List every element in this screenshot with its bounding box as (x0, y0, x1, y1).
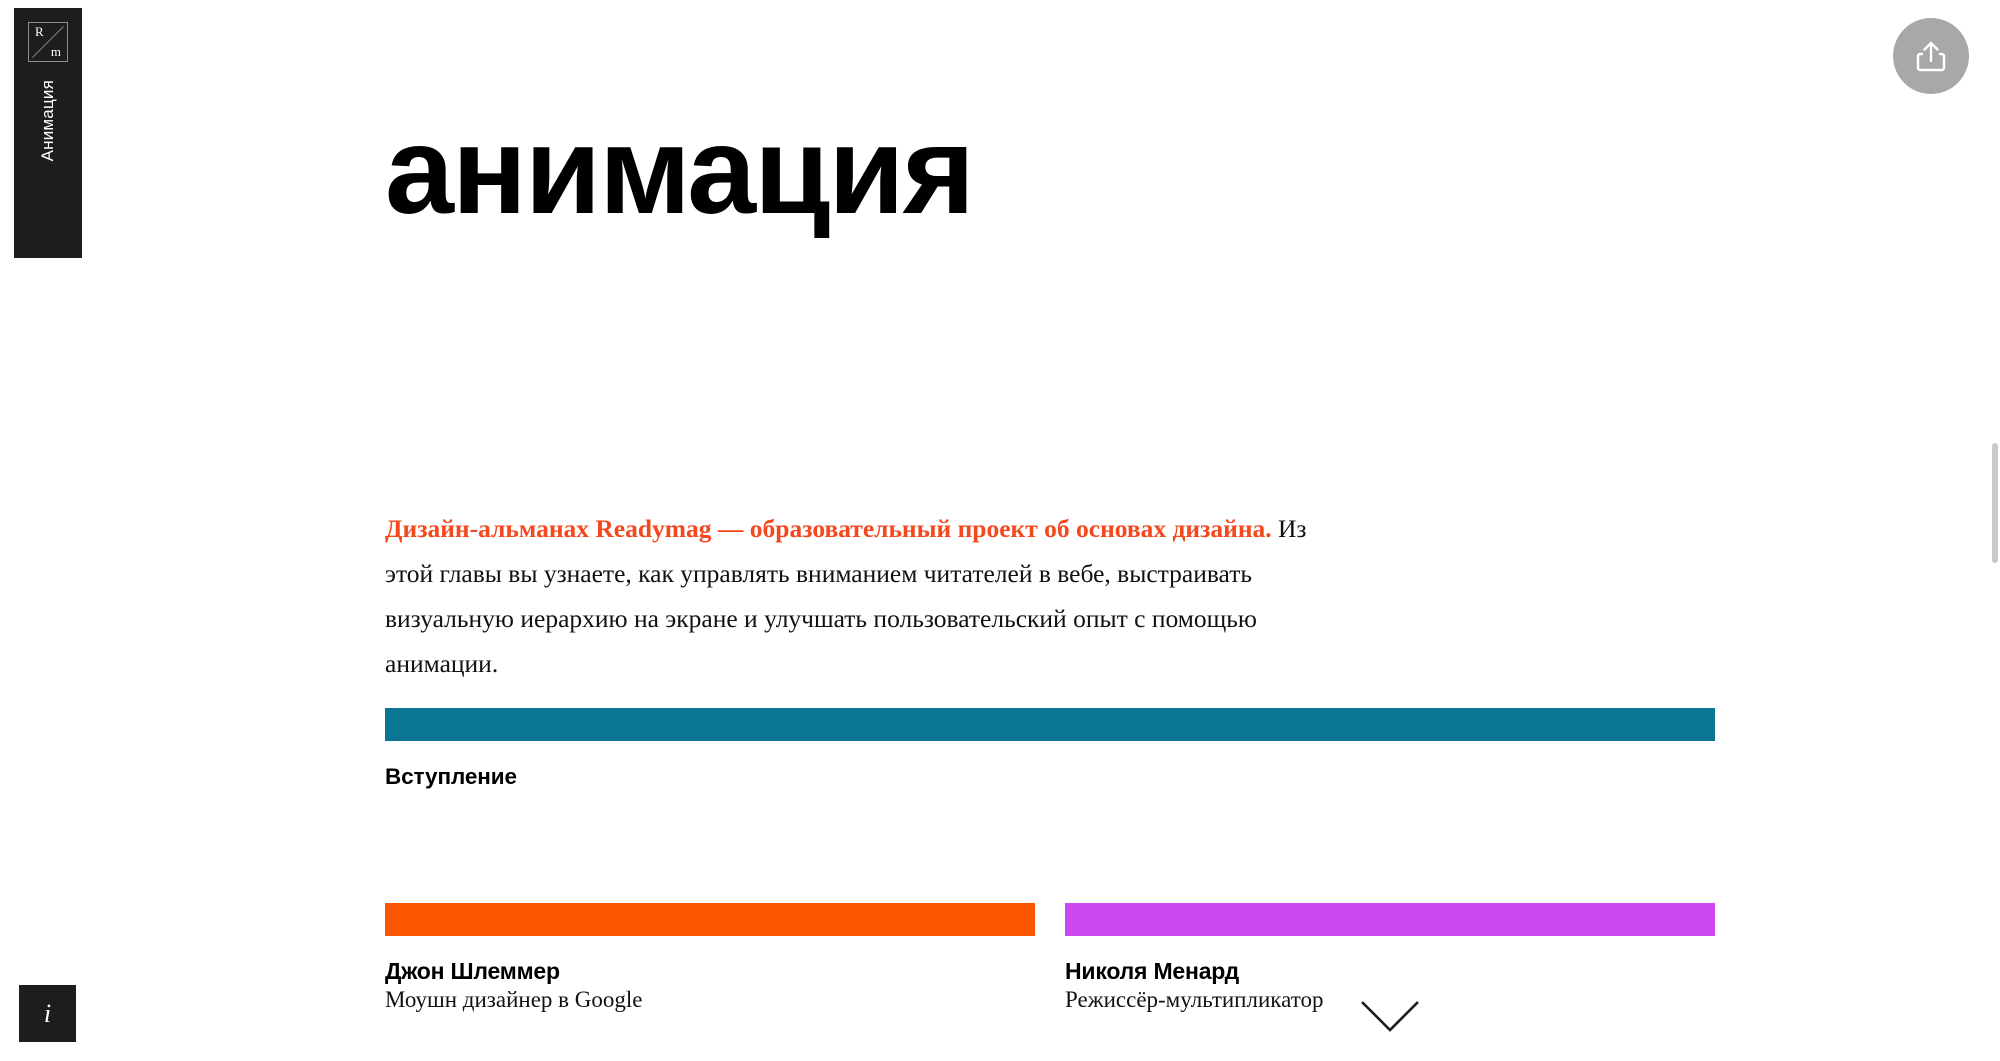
person-block-1[interactable] (1065, 958, 1323, 1015)
main-content (385, 0, 1715, 1061)
chapter-label-wrap (14, 80, 82, 250)
person-bar-1[interactable] (1065, 903, 1715, 936)
chevron-down-icon (1360, 1000, 1420, 1034)
chapter-side-tab[interactable] (14, 8, 82, 258)
info-icon: i (43, 998, 52, 1028)
person-name: Николя Менард (1065, 958, 1239, 984)
page-title: анимация (385, 102, 973, 241)
info-button[interactable] (19, 985, 76, 1042)
share-button[interactable] (1893, 18, 1969, 94)
scrollbar[interactable] (1991, 0, 2000, 1061)
scroll-down-button[interactable] (1360, 1000, 1420, 1034)
person-name: Джон Шлеммер (385, 958, 560, 984)
intro-paragraph (385, 506, 1345, 686)
logo-bottom-letter: m (50, 44, 61, 59)
chapter-label: Анимация (38, 80, 57, 162)
intro-body-text: Из этой главы вы узнаете, как управлять вниманием читателей в вебе, выстраивать визуальную иерархию на экране и улучшать пользовательский опыт с помощью анимации. (385, 513, 1307, 678)
person-block-0[interactable] (385, 958, 642, 1015)
person-bar-0[interactable] (385, 903, 1035, 936)
scrollbar-thumb[interactable] (1992, 443, 1998, 563)
person-role: Моушн дизайнер в Google (385, 987, 643, 1012)
logo-top-letter: R (35, 24, 44, 39)
section-caption-intro: Вступление (385, 764, 517, 789)
intro-accent-text: Дизайн-альманах Readymag — образовательный проект об основах дизайна. (385, 513, 1272, 543)
readymag-logo[interactable] (28, 22, 68, 62)
section-bar-intro[interactable] (385, 708, 1715, 741)
share-icon (1916, 40, 1946, 72)
person-role: Режиссёр-мультипликатор (1065, 987, 1324, 1012)
